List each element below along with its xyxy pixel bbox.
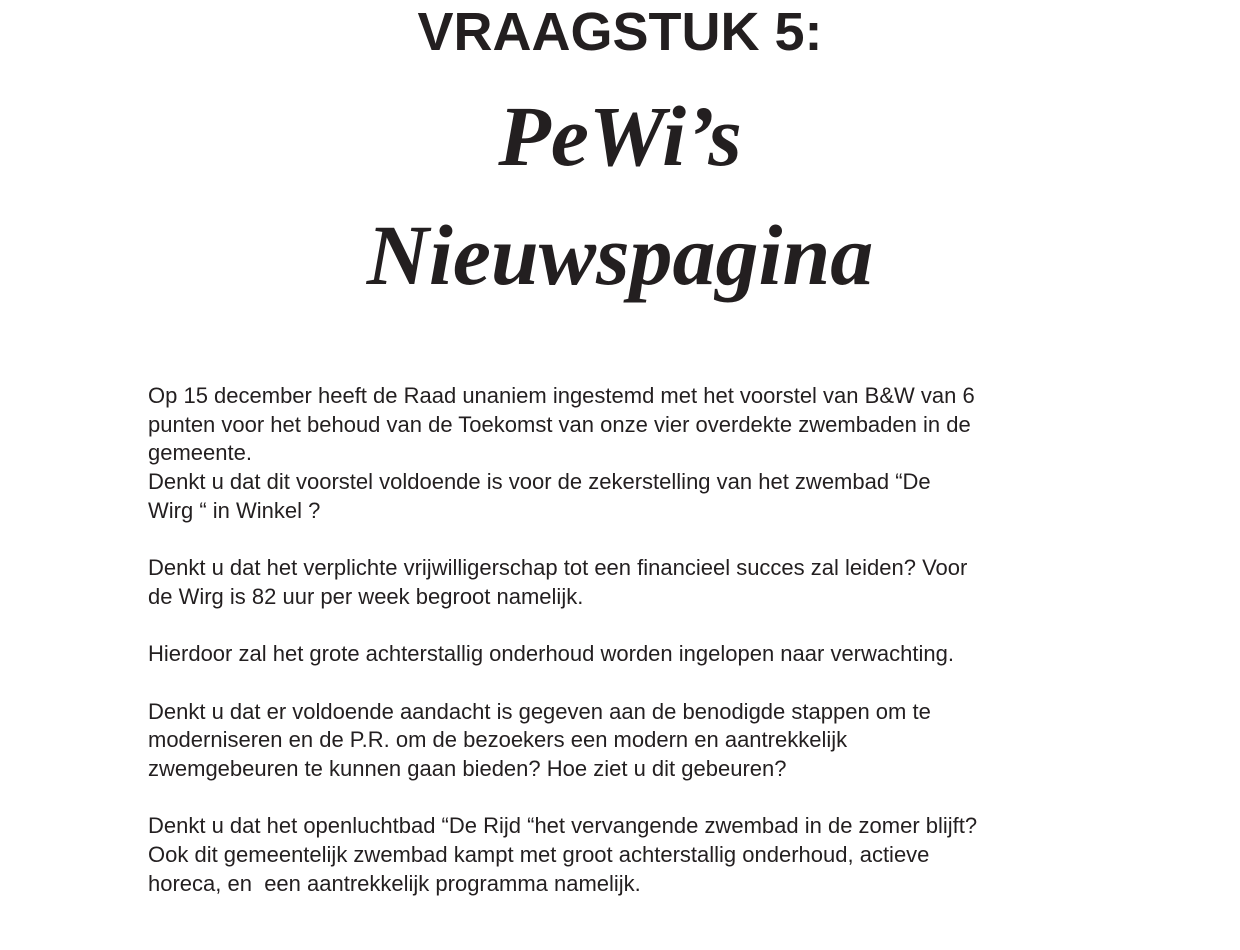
text-line	[148, 669, 1148, 698]
text-line: Wirg “ in Winkel ?	[148, 497, 321, 523]
text-line	[148, 784, 1148, 813]
text-line: horeca, en een aantrekkelijk programma namelijk.	[148, 870, 641, 896]
text-line	[148, 525, 1148, 554]
question-heading: VRAAGSTUK 5:	[417, 2, 823, 62]
body-text	[148, 382, 1148, 898]
text-line: Ook dit gemeentelijk zwembad kampt met groot achterstallig onderhoud, actieve	[148, 842, 930, 867]
title-line-1: PeWi’s	[498, 88, 742, 184]
text-line: Hierdoor zal het grote achterstallig onderhoud worden ingelopen naar verwachting.	[148, 641, 954, 667]
text-line: Denkt u dat er voldoende aandacht is gegeven aan de benodigde stappen om te	[148, 698, 931, 724]
text-line: Denkt u dat dit voorstel voldoende is voor de zekerstelling van het zwembad “De	[148, 469, 931, 495]
text-line: Denkt u dat het openluchtbad “De Rijd “het vervangende zwembad in de zomer blijft?	[148, 813, 978, 839]
text-line: zwemgebeuren te kunnen gaan bieden? Hoe ziet u dit gebeuren?	[148, 755, 787, 781]
text-line: moderniseren en de P.R. om de bezoekers een modern en aantrekkelijk	[148, 727, 848, 753]
text-line: Denkt u dat het verplichte vrijwilligerschap tot een financieel succes zal leiden? Voor	[148, 555, 968, 581]
text-line	[148, 612, 1148, 641]
text-line: gemeente.	[148, 440, 252, 466]
text-line: Op 15 december heeft de Raad unaniem ingestemd met het voorstel van B&W van 6	[148, 383, 975, 408]
title-line-2: Nieuwspagina	[366, 207, 874, 303]
text-line: punten voor het behoud van de Toekomst van onze vier overdekte zwembaden in de	[148, 411, 971, 437]
text-line: de Wirg is 82 uur per week begroot namelijk.	[148, 583, 584, 609]
